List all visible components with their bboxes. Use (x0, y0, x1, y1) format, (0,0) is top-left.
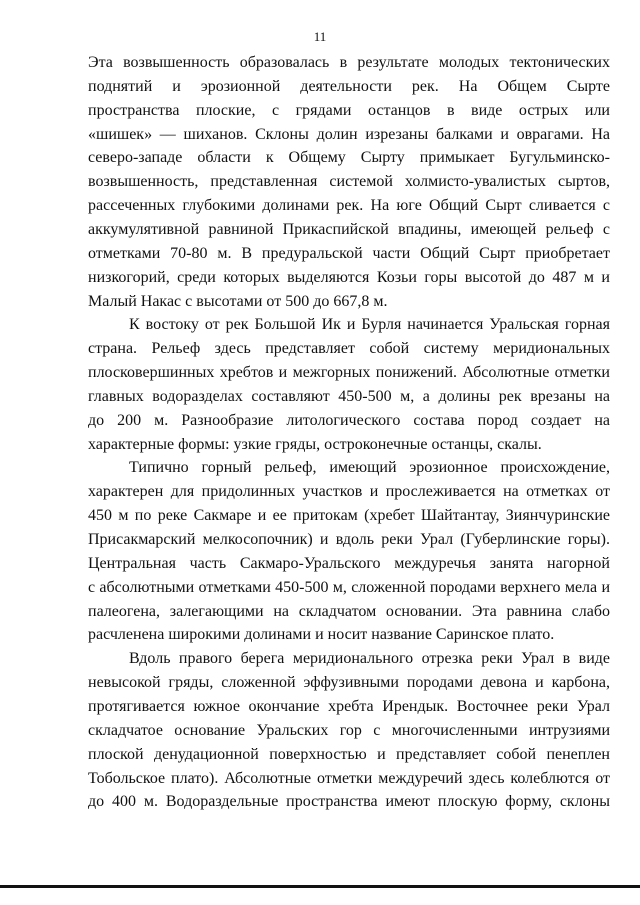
paragraph-1-line: Малый Накас с высотами от 500 до 667,8 м. (88, 292, 388, 310)
paragraph-1-line: рассеченных глубокими долинами рек. На юге Общий Сырт сливается с (88, 197, 610, 215)
paragraph-4-line: Вдоль правого берега меридионального отрезка реки Урал в виде (129, 650, 610, 668)
paragraph-1-line: пространства плоские, с грядами останцов в виде острых или (88, 101, 610, 119)
paragraph-2-line: плосковершинных хребтов и межгорных понижений. Абсолютные отметки (88, 364, 610, 382)
paragraph-2-line: главных водоразделах составляют 450-500 м, а долины рек врезаны на (88, 387, 610, 405)
paragraph-4-line: плоской денудационной поверхностью и представляет собой пенеплен (88, 745, 610, 763)
paragraph-4-line: невысокой гряды, сложенной эффузивными породами девона и карбона, (88, 674, 610, 692)
paragraph-1-line: «шишек» — шиханов. Склоны долин изрезаны балками и оврагами. На (88, 125, 610, 143)
paragraph-3-line: характерен для придолинных участков и прослеживается на отметках от (88, 483, 610, 501)
paragraph-1-line: низкогорий, среди которых выделяются Козьи горы высотой до 487 м и (88, 268, 610, 286)
paragraph-4-line: до 400 м. Водораздельные пространства имеют плоскую форму, склоны (88, 793, 610, 811)
paragraph-4-line: протягивается южное окончание хребта Ирендык. Восточнее реки Урал (88, 697, 610, 715)
bottom-rule (0, 885, 640, 888)
paragraph-4-line: складчатое основание Уральских гор с многочисленными интрузиями (88, 721, 610, 739)
paragraph-1-line: отметками 70-80 м. В предуральской части Общий Сырт приобретает (88, 244, 610, 262)
paragraph-1-line: возвышенность, представленная системой холмисто-увалистых сыртов, (88, 173, 610, 191)
paragraph-2-line: до 200 м. Разнообразие литологического состава пород создает на (88, 411, 610, 429)
paragraph-2-line: характерные формы: узкие гряды, остроконечные останцы, скалы. (88, 435, 542, 453)
paragraph-1-line: аккумулятивной равниной Прикаспийской впадины, имеющей рельеф с (88, 220, 610, 238)
paragraph-1-line: Эта возвышенность образовалась в результате молодых тектонических (88, 54, 610, 71)
paragraph-1-line: северо-западе области к Общему Сырту примыкает Бугульминско- (88, 149, 610, 167)
paragraph-2-line: страна. Рельеф здесь представляет собой систему меридиональных (88, 340, 610, 358)
paragraph-3-line: расчленена широкими долинами и носит название Саринское плато. (88, 626, 555, 644)
paragraph-2-line: К востоку от рек Большой Ик и Бурля начинается Уральская горная (129, 316, 610, 334)
paragraph-3-line: Типично горный рельеф, имеющий эрозионное происхождение, (129, 459, 610, 477)
paragraph-1-line: поднятий и эрозионной деятельности рек. На Общем Сырте (88, 77, 610, 95)
paragraph-4-line: Тобольское плато). Абсолютные отметки междуречий здесь колеблются от (88, 769, 610, 787)
paragraph-3-line: Центральная часть Сакмаро-Уральского междуречья занята нагорной (88, 554, 610, 572)
paragraph-3-line: палеогена, залегающими на складчатом основании. Эта равнина слабо (88, 602, 610, 620)
paragraph-3-line: Присакмарский мелкосопочник) и вдоль реки Урал (Губерлинские горы). (88, 531, 610, 548)
paragraph-3-line: с абсолютными отметками 450-500 м, сложенной породами верхнего мела и (88, 578, 610, 596)
page-number: 11 (313, 29, 327, 44)
paragraph-3-line: 450 м по реке Сакмаре и ее притокам (хребет Шайтантау, Зиянчуринские (88, 507, 610, 525)
